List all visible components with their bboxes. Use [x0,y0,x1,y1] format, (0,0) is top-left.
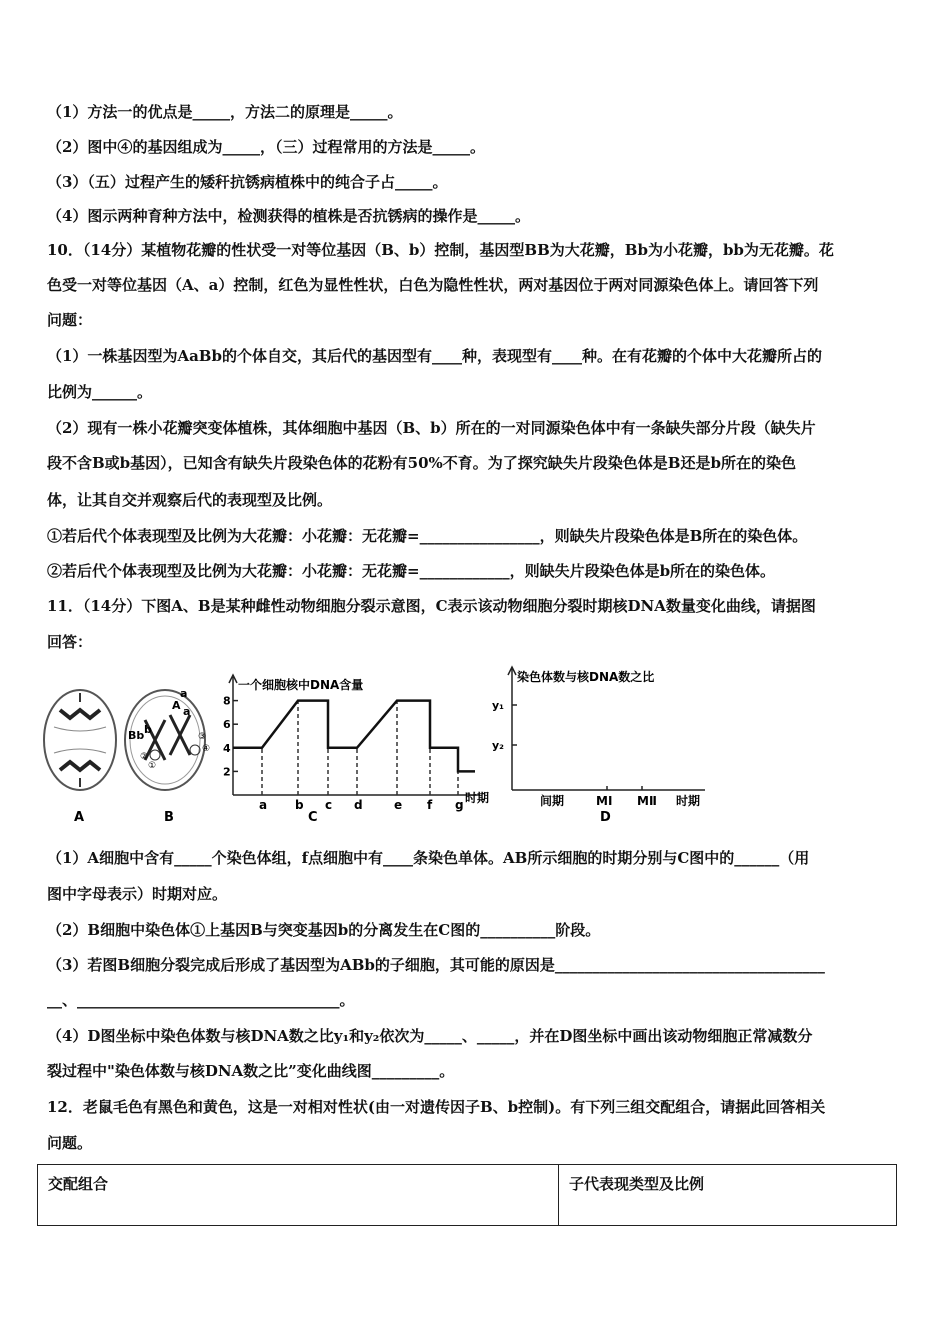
gene-b: b [144,723,152,736]
gene-a-2: a [183,705,191,718]
chart-c-ytick-label-4: 4 [223,741,231,755]
chart-d-x-label: 时期 [676,794,701,808]
chart-c-xtick-e: e [394,798,403,812]
chromosome-4-marker: ④ [202,744,211,754]
q10-sub2-line3: 体，让其自交并观察后代的表现型及比例。 [47,491,333,509]
q11-sub1-line2: 图中字母表示）时期对应。 [47,885,228,903]
cell-b-label: B [164,810,174,825]
chart-c-xtick-d: d [354,798,363,812]
q11-sub3-line2: __、___________________________________。 [47,991,355,1009]
chart-c-xtick-a: a [259,798,268,812]
q10-sub2-line2: 段不含B或b基因），已知含有缺失片段染色体的花粉有50%不育。为了探究缺失片段染色体是B还是b所在的染色 [47,454,796,472]
chart-d-ratio [492,667,705,825]
chromosome-2-marker: ② [140,752,149,762]
chart-c-xtick-f: f [427,798,433,812]
chromosome-3-marker: ③ [198,732,207,742]
q10-sub2-line1: （2）现有一株小花瓣突变体植株，其体细胞中基因（B、b）所在的一对同源染色体中有一条缺失部分片段（缺失片 [47,419,816,437]
chart-c-label: C [308,810,318,825]
q9-sub2: （2）图中④的基因组成为_____，（三）过程常用的方法是_____。 [47,138,485,156]
q9-sub3: （3）（五）过程产生的矮秆抗锈病植株中的纯合子占_____。 [47,173,448,191]
q10-stem-line3: 问题： [47,311,93,329]
q11-sub3-line1: （3）若图B细胞分裂完成后形成了基因型为ABb的子细胞，其可能的原因是____________________________________ [47,956,825,974]
q10-case2: ②若后代个体表现型及比例为大花瓣：小花瓣：无花瓣=____________，则缺失片段染色体是b所在的染色体。 [47,562,776,580]
q9-sub1: （1）方法一的优点是_____，方法二的原理是_____。 [47,103,403,121]
chart-d-y1-label: y₁ [492,699,504,712]
q10-case1: ①若后代个体表现型及比例为大花瓣：小花瓣：无花瓣=________________，则缺失片段染色体是B所在的染色体。 [47,527,808,545]
chart-d-tick-mi: MⅠ [596,794,613,808]
table-header-row [38,1165,897,1226]
q10-sub1-line2: 比例为______。 [47,383,153,401]
chart-d-tick-interphase: 间期 [540,794,565,808]
cell-a-diagram [44,690,116,825]
chart-c-dna-curve [233,701,475,772]
chart-c-ytick-label-8: 8 [223,694,231,708]
q12-stem-line2: 问题。 [47,1134,93,1152]
q10-stem-line1: 10．（14分）某植物花瓣的性状受一对等位基因（B、b）控制，基因型BB为大花瓣，Bb为小花瓣，bb为无花瓣。花 [47,241,834,259]
chart-c-title: 一个细胞核中DNA含量 [238,678,364,692]
cell-a-label: A [74,810,85,825]
cell-b-diagram [125,687,210,825]
mating-table [37,1164,897,1226]
q11-sub1-line1: （1）A细胞中含有_____个染色体组，f点细胞中有____条染色单体。AB所示细胞的时期分别与C图中的______（用 [47,849,810,867]
chromosome-1-marker: ① [148,761,157,771]
table-header-offspring: 子代表现类型及比例 [559,1165,897,1226]
cell-division-figure [40,655,720,830]
q11-sub2: （2）B细胞中染色体①上基因B与突变基因b的分离发生在C图的__________阶段。 [47,921,601,939]
chart-c-ytick-label-2: 2 [223,765,231,779]
chart-c-ytick-label-6: 6 [223,718,231,732]
chart-d-tick-mii: MⅡ [637,794,657,808]
chart-d-title: 染色体数与核DNA数之比 [517,670,655,684]
q9-sub4: （4）图示两种育种方法中，检测获得的植株是否抗锈病的操作是_____。 [47,207,530,225]
q10-stem-line2: 色受一对等位基因（A、a）控制，红色为显性性状，白色为隐性性状，两对基因位于两对同源染色体上。请回答下列 [47,276,819,294]
chart-c-xtick-b: b [295,798,304,812]
chart-c-xtick-g: g [455,798,464,812]
gene-A: A [172,699,181,712]
chart-d-label: D [600,810,611,825]
q11-sub4-line1: （4）D图坐标中染色体数与核DNA数之比y₁和y₂依次为_____、_____，并在D图坐标中画出该动物细胞正常减数分 [47,1027,813,1045]
q12-stem-line1: 12．老鼠毛色有黑色和黄色，这是一对相对性状(由一对遗传因子B、b控制)。有下列三组交配组合，请据此回答相关 [47,1098,826,1116]
gene-a-1: a [180,687,188,700]
q10-sub1-line1: （1）一株基因型为AaBb的个体自交，其后代的基因型有____种，表现型有____种。在有花瓣的个体中大花瓣所占的 [47,347,822,365]
chart-c-xtick-c: c [325,798,333,812]
chart-c-dna-content [223,675,489,825]
q11-stem-line1: 11．（14分）下图A、B是某种雌性动物细胞分裂示意图，C表示该动物细胞分裂时期核DNA数量变化曲线，请据图 [47,597,816,615]
table-header-cross: 交配组合 [38,1165,559,1226]
chart-d-y2-label: y₂ [492,739,504,752]
gene-Bb: Bb [128,729,145,742]
q11-stem-line2: 回答： [47,633,93,651]
q11-sub4-line2: 裂过程中"染色体数与核DNA数之比”变化曲线图_________。 [47,1062,455,1080]
chart-c-x-label: 时期 [465,791,490,805]
